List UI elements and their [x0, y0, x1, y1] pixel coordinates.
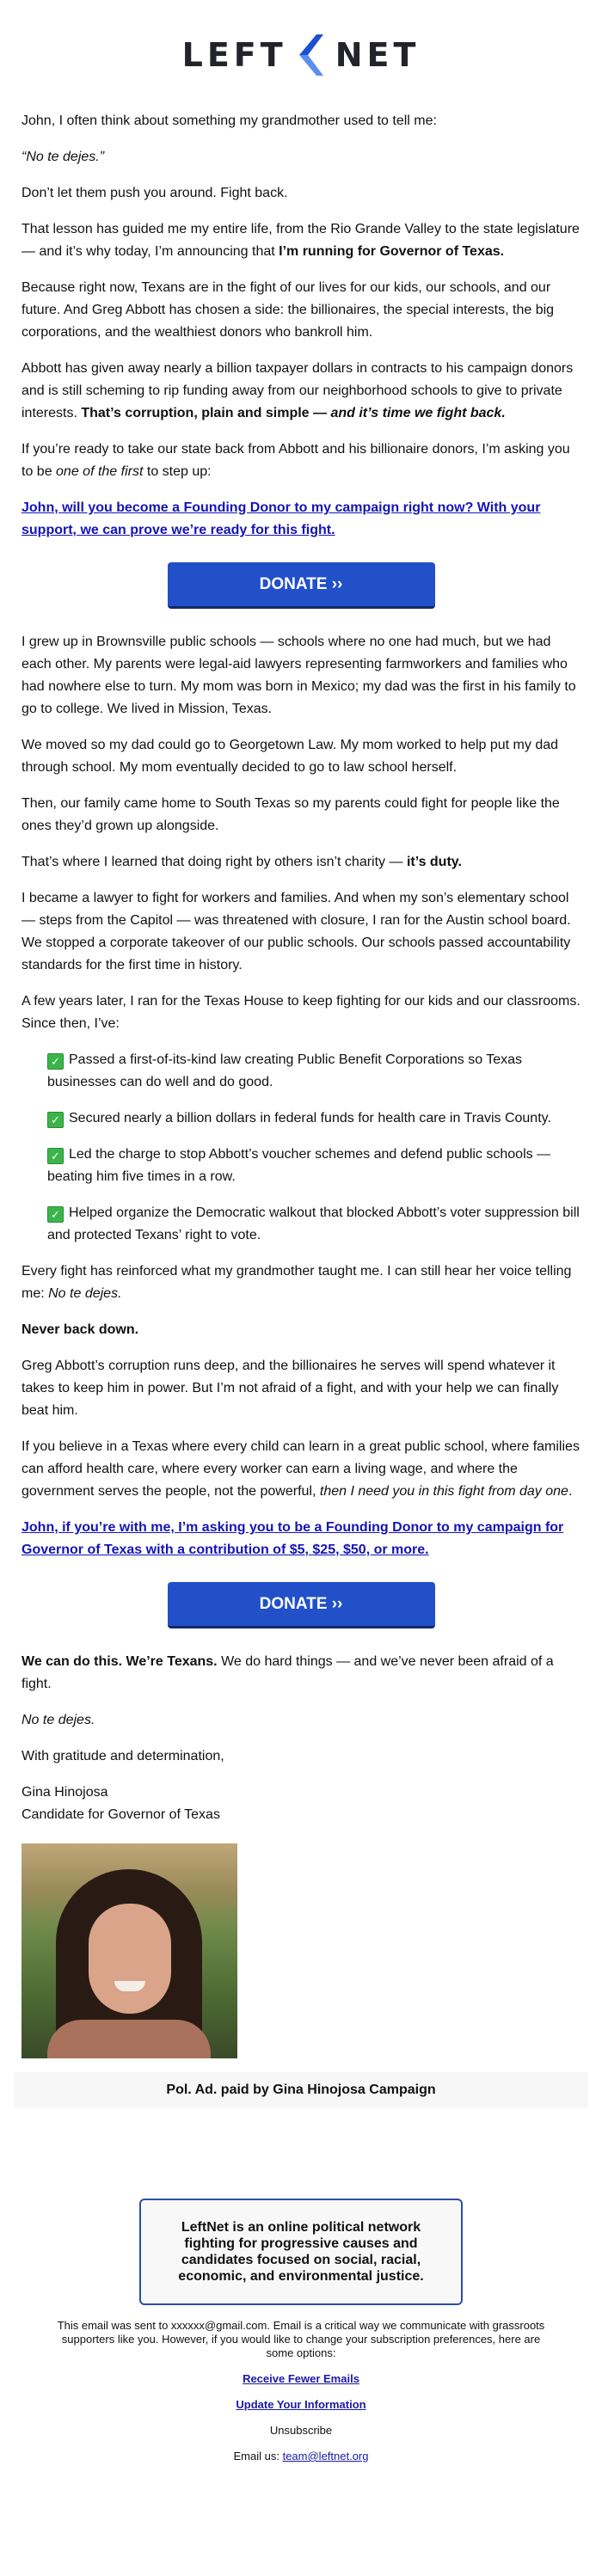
text-segment: We can do this. We’re Texans. [22, 1654, 218, 1669]
paragraph [22, 1260, 580, 1305]
text-segment: then I need you in this fight from day one [319, 1484, 568, 1499]
unsubscribe-link[interactable]: Unsubscribe [269, 2424, 333, 2437]
check-mark-icon: ✓ [47, 1053, 64, 1070]
list-item [47, 1049, 580, 1094]
receive-fewer-emails-link[interactable]: Receive Fewer Emails [243, 2372, 359, 2385]
list-item-text: Led the charge to stop Abbott’s voucher schemes and defend public schools — beating him five times in a row. [47, 1147, 551, 1184]
about-leftnet-box: LeftNet is an online political network fighting for progressive causes and candidates focused on social, racial, economic, and environmental justice. [139, 2199, 463, 2305]
text-segment: That lesson has guided me my entire life, from the Rio Grande Valley to the state legislature — and it’s why today, I’m announcing that [22, 222, 580, 259]
candidate-photo [22, 1843, 237, 2058]
update-information-link[interactable]: Update Your Information [236, 2398, 366, 2411]
email-us-label: Email us: [233, 2450, 283, 2463]
paragraph [22, 1745, 580, 1768]
text-segment: No te dejes. [22, 1713, 95, 1727]
text-segment: That’s where I learned that doing right by others isn’t charity — [22, 855, 407, 869]
text-segment: Abbott has given away nearly a billion taxpayer dollars in contracts to his campaign donors and is still scheming to rip funding away from our neighborhood schools to give to private interests. [22, 361, 574, 420]
paragraph [22, 991, 580, 1035]
list-item-text: Passed a first-of-its-kind law creating Public Benefit Corporations so Texas businesses can do well and do good. [47, 1052, 523, 1089]
footer-notice: This email was sent to xxxxxx@gmail.com. Email is a critical way we communicate with grassroots supporters like you. However, if you would like to change your subscription preferences, here are some options: [57, 2319, 545, 2359]
paragraph [22, 110, 580, 132]
donate-cta-link[interactable]: John, if you’re with me, I’m asking you to be a Founding Donor to my campaign for Governor of Texas with a contribution of $5, $25, $50, or more. [22, 1520, 564, 1557]
text-segment: If you believe in a Texas where every child can learn in a great public school, where families can afford health care, where every worker can earn a living wage, and where the government serves the people, not the powerful, [22, 1439, 580, 1499]
email-body [0, 101, 602, 2058]
text-segment: and it’s time we fight back. [330, 406, 506, 420]
text-segment: I grew up in Brownsville public schools — schools where no one had much, but we had each other. My parents were legal-aid lawyers representing farmworkers and families who had nowhere else to turn. My mom was born in Mexico; my dad was the first in his family to go to college. We lived in Mission, Texas. [22, 635, 576, 716]
list-item-text: Secured nearly a billion dollars in federal funds for health care in Travis County. [69, 1111, 551, 1125]
paragraph [22, 887, 580, 977]
text-segment: With gratitude and determination, [22, 1749, 224, 1763]
email-us-link[interactable]: team@leftnet.org [282, 2450, 369, 2463]
text-segment: Then, our family came home to South Texas so my parents could fight for people like the ones they’d grown up alongside. [22, 796, 560, 833]
paragraph [22, 631, 580, 721]
logo-left-text: LEFT [181, 36, 287, 74]
donate-cta-link[interactable]: John, will you become a Founding Donor to my campaign right now? With your support, we can prove we’re ready for this fight. [22, 500, 541, 537]
check-mark-icon: ✓ [47, 1206, 64, 1223]
paragraph [22, 1651, 580, 1696]
text-segment: We moved so my dad could go to Georgetown Law. My mom worked to help put my dad through school. My mom eventually decided to go to law school herself. [22, 738, 559, 775]
paragraph [22, 1709, 580, 1732]
paragraph [22, 734, 580, 779]
paragraph [22, 218, 580, 263]
list-item [47, 1144, 580, 1188]
signature-line: Candidate for Governor of Texas [22, 1807, 220, 1822]
text-segment: it’s duty. [406, 855, 462, 869]
text-segment: John, I often think about something my grandmother used to tell me: [22, 113, 437, 128]
text-segment: Greg Abbott’s corruption runs deep, and the billionaires he serves will spend whatever it takes to keep him in power. But I’m not afraid of a fight, and with your help we can finally beat him. [22, 1359, 559, 1418]
donate-button[interactable]: DONATE ›› [168, 562, 435, 609]
paragraph [22, 439, 580, 483]
donate-button-wrap [22, 562, 580, 609]
text-segment: If you’re ready to take our state back from Abbott and his billionaire donors, I’m asking you to be [22, 442, 570, 479]
text-segment: A few years later, I ran for the Texas House to keep fighting for our kids and our classrooms. Since then, I’ve: [22, 994, 580, 1031]
accomplishments-list [22, 1049, 580, 1247]
text-segment: to step up: [143, 464, 212, 479]
paid-for-disclaimer: Pol. Ad. paid by Gina Hinojosa Campaign [14, 2072, 588, 2108]
check-mark-icon: ✓ [47, 1112, 64, 1128]
text-segment: No te dejes. [48, 1286, 122, 1301]
list-item-text: Helped organize the Democratic walkout that blocked Abbott’s voter suppression bill and protected Texans’ right to vote. [47, 1205, 580, 1242]
paragraph [22, 146, 580, 169]
signature [22, 1782, 580, 1826]
paragraph [22, 182, 580, 205]
text-segment: I became a lawyer to fight for workers and families. And when my son’s elementary school — steps from the Capitol — was threatened with closure, I ran for the Austin school board. We stopped a corporate takeover of our public schools. Our schools passed accountability standards for the first time in history. [22, 891, 571, 972]
footer [0, 2305, 602, 2527]
signature-line: Gina Hinojosa [22, 1785, 108, 1800]
donate-button[interactable]: DONATE ›› [168, 1582, 435, 1628]
logo-right-text: NET [335, 36, 421, 74]
list-item [47, 1107, 580, 1130]
chevron-left-icon [299, 34, 323, 76]
list-item [47, 1202, 580, 1247]
text-segment: Don’t let them push you around. Fight back. [22, 186, 288, 200]
text-segment: Never back down. [22, 1322, 139, 1337]
text-segment: That’s corruption, plain and simple — [81, 406, 331, 420]
leftnet-logo [0, 0, 602, 101]
text-segment: I’m running for Governor of Texas. [279, 244, 505, 259]
text-segment: Every fight has reinforced what my grandmother taught me. I can still hear her voice telling me: [22, 1264, 572, 1301]
paragraph [22, 1355, 580, 1422]
text-segment: . [568, 1484, 573, 1499]
donate-button-wrap [22, 1582, 580, 1628]
check-mark-icon: ✓ [47, 1148, 64, 1164]
paragraph [22, 1319, 580, 1341]
text-segment: one of the first [56, 464, 144, 479]
paragraph [22, 851, 580, 874]
paragraph [22, 1436, 580, 1503]
paragraph [22, 358, 580, 425]
text-segment: Because right now, Texans are in the fight of our lives for our kids, our schools, and our future. And Greg Abbott has chosen a side: the billionaires, the special interests, the big corporations, and the wealthiest donors who bankroll him. [22, 280, 555, 340]
paragraph [22, 277, 580, 344]
paragraph [22, 793, 580, 837]
text-segment: We do hard things — and we’ve never been afraid of a fight. [22, 1654, 554, 1691]
text-segment: “No te dejes.” [22, 150, 105, 164]
